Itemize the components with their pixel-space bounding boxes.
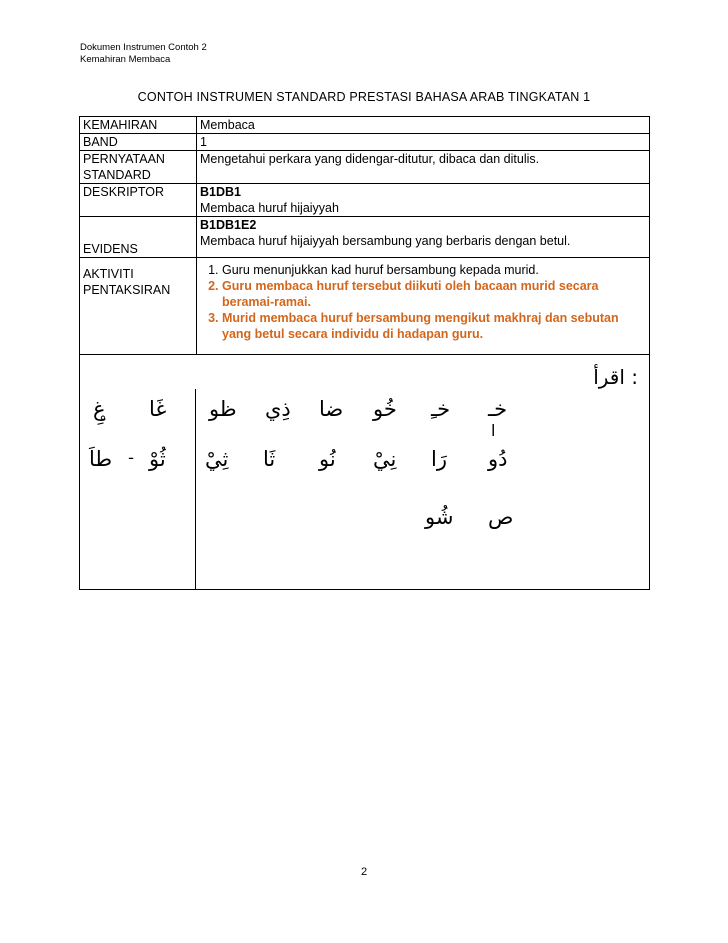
header-line-2: Kemahiran Membaca — [80, 54, 171, 65]
activity-list — [200, 262, 646, 342]
activity-item-1: 1. Guru menunjukkan kad huruf bersambung kepada murid. — [222, 262, 646, 278]
label-aktiviti-2: PENTAKSIRAN — [83, 283, 171, 297]
arabic-letter: خـ — [488, 397, 508, 421]
document-title: CONTOH INSTRUMEN STANDARD PRESTASI BAHASA ARAB TINGKATAN 1 — [137, 90, 591, 104]
arabic-letter: خُو — [373, 397, 397, 421]
row-deskriptor — [80, 184, 650, 217]
arabic-letter: خـِ — [431, 397, 451, 421]
arabic-heading: : اقرأ — [593, 365, 638, 389]
arabic-letter: نِيْ — [373, 447, 397, 471]
row-band — [80, 134, 650, 151]
arabic-letter: ثُوْ — [149, 447, 166, 471]
arabic-letter: شُو — [425, 505, 454, 529]
row-kemahiran — [80, 117, 650, 134]
arabic-letter: ثَا — [263, 447, 276, 471]
row-arabic — [80, 355, 650, 590]
column-divider — [195, 389, 196, 589]
value-kemahiran: Membaca — [197, 117, 650, 134]
row-evidens — [80, 217, 650, 258]
arabic-letter: ذِي — [265, 397, 291, 421]
document-header — [80, 42, 207, 66]
row-aktiviti — [80, 258, 650, 355]
label-band: BAND — [80, 134, 197, 151]
label-aktiviti — [80, 258, 197, 355]
row-pernyataan — [80, 151, 650, 184]
arabic-letter: غِ — [93, 397, 106, 421]
evidens-text: Membaca huruf hijaiyyah bersambung yang berbaris dengan betul. — [200, 234, 571, 248]
arabic-letter: ضا — [319, 397, 344, 421]
label-deskriptor: DESKRIPTOR — [80, 184, 197, 217]
deskriptor-text: Membaca huruf hijaiyyah — [200, 201, 339, 215]
label-aktiviti-1: AKTIVITI — [83, 267, 134, 281]
value-evidens — [197, 217, 650, 258]
page-number: 2 — [360, 866, 368, 878]
header-line-1: Dokumen Instrumen Contoh 2 — [80, 42, 207, 53]
evidens-code: B1DB1E2 — [200, 218, 257, 232]
arabic-reading-area — [83, 355, 646, 589]
arabic-letter: ثِيْ — [205, 447, 229, 471]
label-evidens: EVIDENS — [80, 217, 197, 258]
label-pernyataan-2: STANDARD — [83, 168, 151, 182]
activity-item-3: 3. Murid membaca huruf bersambung mengikut makhraj dan sebutan yang betul secara individu di hadapan guru. — [222, 310, 646, 342]
arabic-mark: ا — [491, 421, 496, 440]
arabic-letter: دُو — [488, 447, 508, 471]
arabic-letter: ظو — [209, 397, 237, 421]
value-band: 1 — [197, 134, 650, 151]
arabic-letter: نُو — [319, 447, 336, 471]
label-pernyataan-1: PERNYATAAN — [83, 152, 165, 166]
arabic-letter: رَا — [431, 447, 447, 471]
value-deskriptor — [197, 184, 650, 217]
label-kemahiran: KEMAHIRAN — [80, 117, 197, 134]
instrument-table — [79, 116, 650, 590]
value-aktiviti — [197, 258, 650, 355]
deskriptor-code: B1DB1 — [200, 185, 241, 199]
arabic-mark: ـ — [129, 447, 134, 463]
value-pernyataan: Mengetahui perkara yang didengar-ditutur, dibaca dan ditulis. — [197, 151, 650, 184]
label-pernyataan — [80, 151, 197, 184]
arabic-letter: ص — [488, 505, 514, 529]
activity-item-2: 2. Guru membaca huruf tersebut diikuti oleh bacaan murid secara beramai-ramai. — [222, 278, 646, 310]
arabic-letter: غَا — [149, 397, 167, 421]
arabic-letter: طاَ — [89, 447, 113, 471]
arabic-reading-cell — [80, 355, 650, 590]
